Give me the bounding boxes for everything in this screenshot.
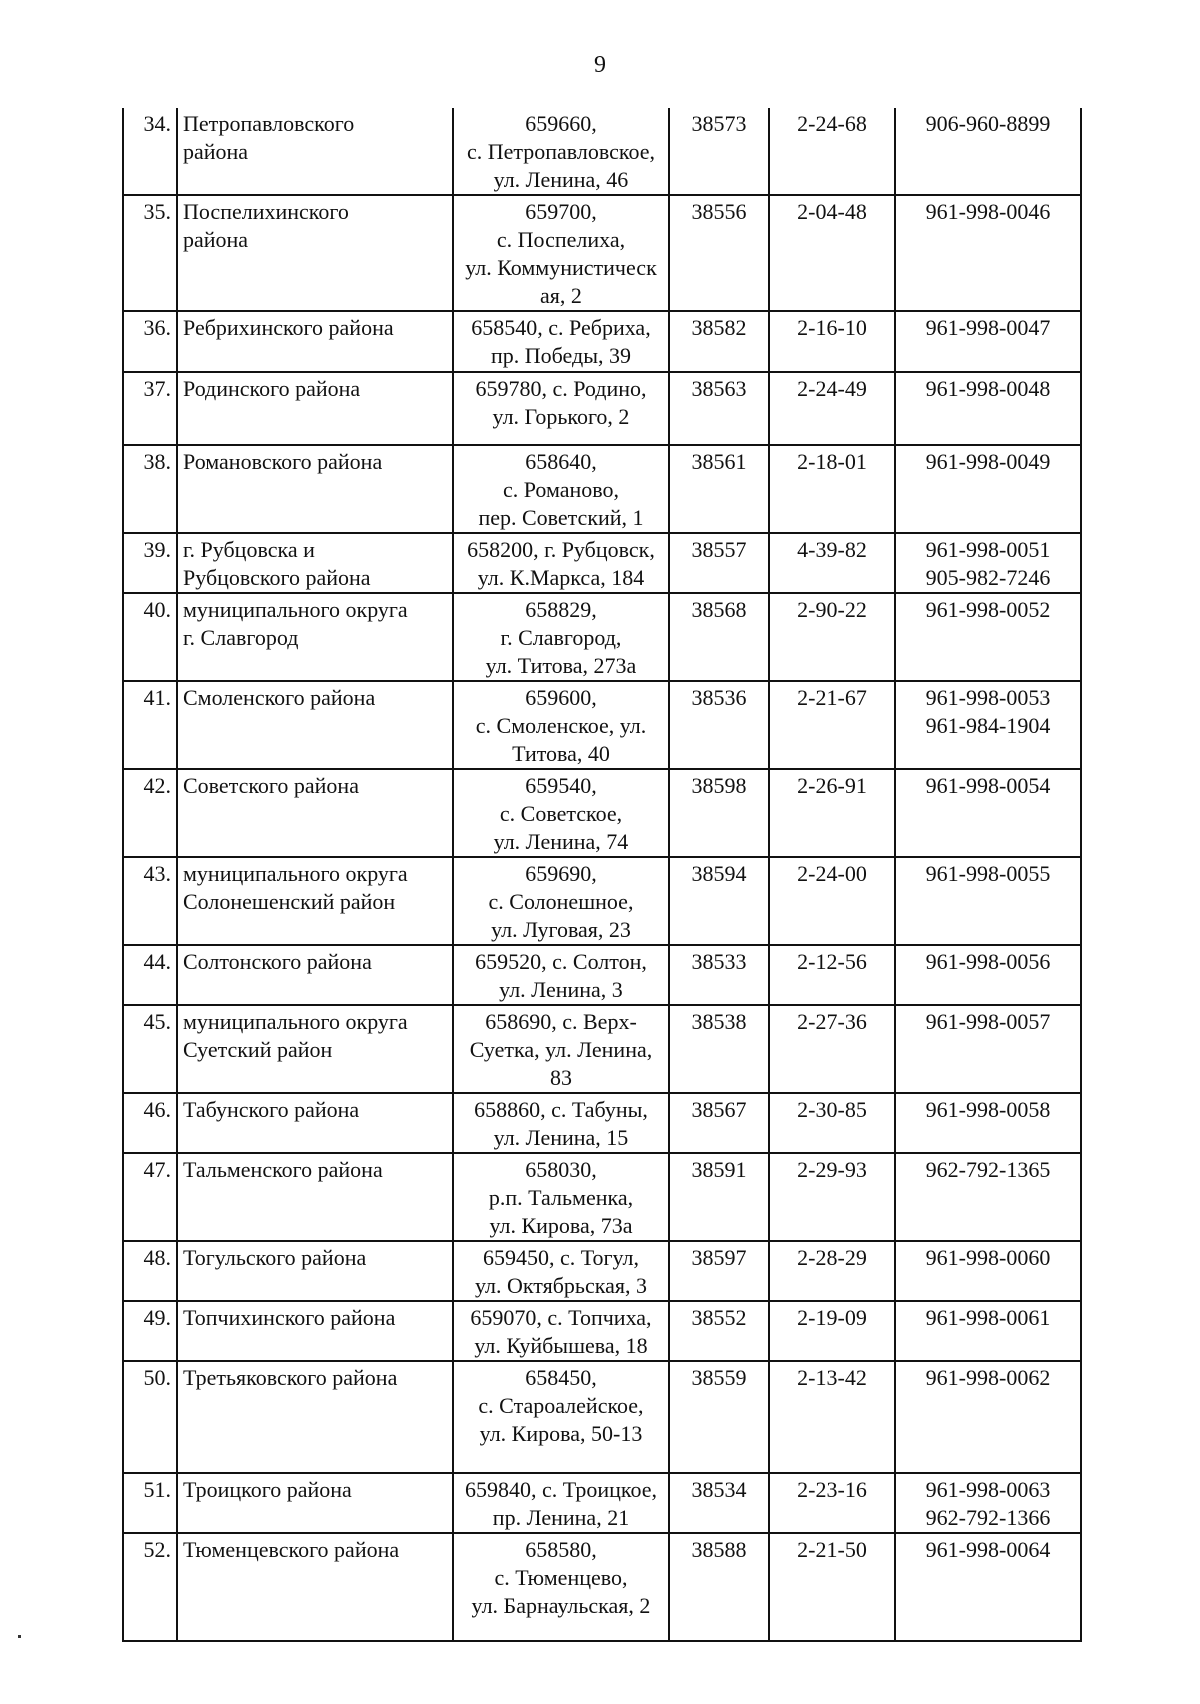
address (453, 311, 669, 372)
district-name-line: г. Славгород (183, 625, 299, 650)
phone-number: 2-23-16 (769, 1473, 895, 1533)
district-name (177, 1005, 453, 1093)
address-line: Суетка, ул. Ленина, (469, 1037, 653, 1062)
district-name-line: Романовского района (183, 449, 383, 474)
address (453, 372, 669, 445)
row-number: 50. (123, 1361, 177, 1473)
address (453, 1533, 669, 1641)
address-line: ул. Кирова, 73а (489, 1213, 633, 1238)
address-line: ул. Октябрьская, 3 (475, 1273, 647, 1298)
table-row (123, 593, 1081, 681)
phone-code: 38594 (669, 857, 769, 945)
row-number: 47. (123, 1153, 177, 1241)
district-name (177, 769, 453, 857)
row-number: 48. (123, 1241, 177, 1301)
district-name-line: Тюменцевского района (183, 1537, 400, 1562)
phone-number: 2-26-91 (769, 769, 895, 857)
district-name (177, 1241, 453, 1301)
row-number: 37. (123, 372, 177, 445)
district-name (177, 195, 453, 311)
address (453, 108, 669, 195)
district-name (177, 857, 453, 945)
district-name (177, 681, 453, 769)
address (453, 769, 669, 857)
table-row (123, 1241, 1081, 1301)
mobile-line: 961-984-1904 (925, 713, 1051, 738)
district-name (177, 1153, 453, 1241)
district-name-line: муниципального округа (183, 1009, 408, 1034)
district-name (177, 1361, 453, 1473)
mobile-number (895, 1241, 1081, 1301)
mobile-number (895, 311, 1081, 372)
district-name-line: Тальменского района (183, 1157, 383, 1182)
mobile-line: 961-998-0055 (925, 861, 1051, 886)
address-line: ул. Ленина, 3 (499, 977, 623, 1002)
phone-code: 38552 (669, 1301, 769, 1361)
mobile-number (895, 533, 1081, 593)
phone-number: 2-04-48 (769, 195, 895, 311)
phone-code: 38582 (669, 311, 769, 372)
address-line: ул. Ленина, 15 (493, 1125, 629, 1150)
address (453, 445, 669, 533)
row-number: 40. (123, 593, 177, 681)
mobile-line: 962-792-1366 (925, 1505, 1051, 1530)
address (453, 1301, 669, 1361)
phone-code: 38538 (669, 1005, 769, 1093)
district-name (177, 533, 453, 593)
mobile-line: 961-998-0047 (925, 315, 1051, 340)
mobile-number (895, 1301, 1081, 1361)
mobile-line: 961-998-0049 (925, 449, 1051, 474)
phone-code: 38573 (669, 108, 769, 195)
district-name (177, 1301, 453, 1361)
address-line: ул. Луговая, 23 (491, 917, 631, 942)
district-name (177, 593, 453, 681)
mobile-number (895, 945, 1081, 1005)
row-number: 51. (123, 1473, 177, 1533)
table-row (123, 1153, 1081, 1241)
contacts-table (122, 108, 1082, 1642)
mobile-number (895, 769, 1081, 857)
address-line: с. Петропавловское, (466, 139, 656, 164)
mobile-line: 961-998-0046 (925, 199, 1051, 224)
table-row (123, 945, 1081, 1005)
mobile-line: 961-998-0062 (925, 1365, 1051, 1390)
row-number: 35. (123, 195, 177, 311)
district-name-line: Троицкого района (183, 1477, 352, 1502)
address-line: с. Староалейское, (478, 1393, 644, 1418)
address (453, 533, 669, 593)
row-number: 38. (123, 445, 177, 533)
phone-number: 2-90-22 (769, 593, 895, 681)
phone-number: 2-24-68 (769, 108, 895, 195)
address-line: 658030, (525, 1157, 597, 1182)
address-line: 659690, (525, 861, 597, 886)
district-name-line: Родинского района (183, 376, 361, 401)
district-name (177, 372, 453, 445)
address-line: р.п. Тальменка, (488, 1185, 634, 1210)
district-name-line: Поспелихинского (183, 199, 349, 224)
address-line: 659520, с. Солтон, (475, 949, 647, 974)
address-line: 658200, г. Рубцовск, (467, 537, 655, 562)
district-name-line: муниципального округа (183, 597, 408, 622)
mobile-number (895, 1473, 1081, 1533)
address (453, 945, 669, 1005)
mobile-number (895, 681, 1081, 769)
district-name-line: муниципального округа (183, 861, 408, 886)
mobile-number (895, 1093, 1081, 1153)
phone-number: 2-30-85 (769, 1093, 895, 1153)
phone-number: 2-16-10 (769, 311, 895, 372)
table-row (123, 681, 1081, 769)
page-number: 9 (594, 52, 606, 78)
address-line: 658580, (525, 1537, 597, 1562)
district-name-line: Ребрихинского района (183, 315, 394, 340)
address-line: пр. Ленина, 21 (492, 1505, 630, 1530)
address-line: с. Смоленское, ул. (475, 713, 647, 738)
mobile-line: 906-960-8899 (925, 111, 1051, 136)
phone-code: 38591 (669, 1153, 769, 1241)
address-line: ул. Ленина, 74 (493, 829, 629, 854)
row-number: 43. (123, 857, 177, 945)
phone-number: 2-24-00 (769, 857, 895, 945)
table-row (123, 1005, 1081, 1093)
address-line: ул. Коммунистическ (465, 255, 657, 280)
address (453, 1153, 669, 1241)
address-line: с. Советское, (499, 801, 623, 826)
phone-code: 38588 (669, 1533, 769, 1641)
address-line: 659840, с. Троицкое, (464, 1477, 658, 1502)
mobile-number (895, 445, 1081, 533)
phone-code: 38557 (669, 533, 769, 593)
address-line: 659780, с. Родино, (475, 376, 647, 401)
mobile-line: 961-998-0057 (925, 1009, 1051, 1034)
district-name-line: г. Рубцовска и (183, 537, 315, 562)
table-row (123, 311, 1081, 372)
district-name (177, 445, 453, 533)
address-line: ул. Титова, 273а (485, 653, 637, 678)
phone-code: 38534 (669, 1473, 769, 1533)
address-line: Титова, 40 (512, 741, 610, 766)
district-name-line: района (183, 227, 249, 252)
mobile-line: 961-998-0061 (925, 1305, 1051, 1330)
table-row (123, 1301, 1081, 1361)
mobile-number (895, 1005, 1081, 1093)
district-name-line: Третьяковского района (183, 1365, 398, 1390)
phone-number: 2-28-29 (769, 1241, 895, 1301)
row-number: 34. (123, 108, 177, 195)
row-number: 45. (123, 1005, 177, 1093)
address-line: с. Романово, (502, 477, 620, 502)
mobile-line: 961-998-0052 (925, 597, 1051, 622)
address (453, 681, 669, 769)
table-body (123, 108, 1081, 1641)
phone-number: 2-13-42 (769, 1361, 895, 1473)
district-name-line: Суетский район (183, 1037, 333, 1062)
table-row (123, 533, 1081, 593)
mobile-line: 961-998-0048 (925, 376, 1051, 401)
address-line: ул. Куйбышева, 18 (474, 1333, 648, 1358)
district-name (177, 1473, 453, 1533)
phone-number: 2-19-09 (769, 1301, 895, 1361)
table-row (123, 372, 1081, 445)
mobile-line: 961-998-0060 (925, 1245, 1051, 1270)
district-name (177, 1093, 453, 1153)
address (453, 857, 669, 945)
row-number: 49. (123, 1301, 177, 1361)
phone-code: 38567 (669, 1093, 769, 1153)
phone-code: 38563 (669, 372, 769, 445)
phone-code: 38597 (669, 1241, 769, 1301)
phone-code: 38533 (669, 945, 769, 1005)
mobile-number (895, 1533, 1081, 1641)
phone-number: 2-29-93 (769, 1153, 895, 1241)
row-number: 52. (123, 1533, 177, 1641)
district-name (177, 945, 453, 1005)
district-name-line: Табунского района (183, 1097, 360, 1122)
mobile-line: 961-998-0056 (925, 949, 1051, 974)
address-line: пер. Советский, 1 (478, 505, 644, 530)
address (453, 1093, 669, 1153)
table-row (123, 445, 1081, 533)
address-line: 659660, (525, 111, 597, 136)
address-line: 659540, (525, 773, 597, 798)
address (453, 1005, 669, 1093)
phone-code: 38568 (669, 593, 769, 681)
mobile-number (895, 593, 1081, 681)
address-line: 658640, (525, 449, 597, 474)
district-name-line: Тогульского района (183, 1245, 367, 1270)
table-row (123, 769, 1081, 857)
mobile-line: 961-998-0054 (925, 773, 1051, 798)
mobile-number (895, 372, 1081, 445)
district-name-line: Смоленского района (183, 685, 376, 710)
mobile-line: 905-982-7246 (925, 565, 1051, 590)
address-line: пр. Победы, 39 (490, 343, 631, 368)
table-row (123, 1361, 1081, 1473)
district-name-line: района (183, 139, 249, 164)
address-line: ул. Ленина, 46 (493, 167, 629, 192)
mobile-number (895, 857, 1081, 945)
district-name-line: Солонешенский район (183, 889, 396, 914)
address (453, 1361, 669, 1473)
address-line: 659070, с. Топчиха, (470, 1305, 652, 1330)
scan-speck (18, 1635, 21, 1638)
phone-number: 2-24-49 (769, 372, 895, 445)
phone-number: 4-39-82 (769, 533, 895, 593)
address-line: 658690, с. Верх- (485, 1009, 637, 1034)
mobile-line: 961-998-0064 (925, 1537, 1051, 1562)
mobile-number (895, 108, 1081, 195)
row-number: 42. (123, 769, 177, 857)
mobile-line: 961-998-0051 (925, 537, 1051, 562)
district-name-line: Солтонского района (183, 949, 372, 974)
mobile-number (895, 1153, 1081, 1241)
mobile-number (895, 1361, 1081, 1473)
table-row (123, 857, 1081, 945)
district-name (177, 108, 453, 195)
address-line: ая, 2 (540, 283, 582, 308)
phone-code: 38561 (669, 445, 769, 533)
row-number: 36. (123, 311, 177, 372)
address-line: ул. Барнаульская, 2 (471, 1593, 651, 1618)
row-number: 44. (123, 945, 177, 1005)
mobile-line: 961-998-0063 (925, 1477, 1051, 1502)
row-number: 41. (123, 681, 177, 769)
district-name (177, 1533, 453, 1641)
table-row (123, 1093, 1081, 1153)
address (453, 195, 669, 311)
phone-code: 38598 (669, 769, 769, 857)
table-row (123, 108, 1081, 195)
phone-code: 38556 (669, 195, 769, 311)
district-name-line: Советского района (183, 773, 359, 798)
address-line: 658450, (525, 1365, 597, 1390)
mobile-number (895, 195, 1081, 311)
phone-number: 2-21-50 (769, 1533, 895, 1641)
address-line: 658860, с. Табуны, (474, 1097, 648, 1122)
address-line: 658829, (525, 597, 597, 622)
district-name-line: Рубцовского района (183, 565, 371, 590)
phone-number: 2-18-01 (769, 445, 895, 533)
address-line: с. Поспелиха, (496, 227, 626, 252)
phone-code: 38559 (669, 1361, 769, 1473)
address-line: 659450, с. Тогул, (482, 1245, 640, 1270)
address-line: г. Славгород, (500, 625, 622, 650)
table-row (123, 1473, 1081, 1533)
address-line: 659600, (525, 685, 597, 710)
table-row (123, 195, 1081, 311)
phone-code: 38536 (669, 681, 769, 769)
row-number: 39. (123, 533, 177, 593)
address (453, 1473, 669, 1533)
address-line: с. Тюменцево, (494, 1565, 628, 1590)
district-name (177, 311, 453, 372)
mobile-line: 961-998-0058 (925, 1097, 1051, 1122)
address-line: ул. К.Маркса, 184 (477, 565, 645, 590)
address-line: ул. Горького, 2 (492, 404, 630, 429)
phone-number: 2-21-67 (769, 681, 895, 769)
phone-number: 2-27-36 (769, 1005, 895, 1093)
address-line: ул. Кирова, 50-13 (479, 1421, 643, 1446)
district-name-line: Петропавловского (183, 111, 355, 136)
address-line: 658540, с. Ребриха, (471, 315, 651, 340)
table-row (123, 1533, 1081, 1641)
address-line: с. Солонешное, (488, 889, 634, 914)
district-name-line: Топчихинского района (183, 1305, 396, 1330)
address-line: 659700, (525, 199, 597, 224)
mobile-line: 962-792-1365 (925, 1157, 1051, 1182)
address-line: 83 (550, 1065, 572, 1090)
address (453, 1241, 669, 1301)
row-number: 46. (123, 1093, 177, 1153)
mobile-line: 961-998-0053 (925, 685, 1051, 710)
phone-number: 2-12-56 (769, 945, 895, 1005)
address (453, 593, 669, 681)
